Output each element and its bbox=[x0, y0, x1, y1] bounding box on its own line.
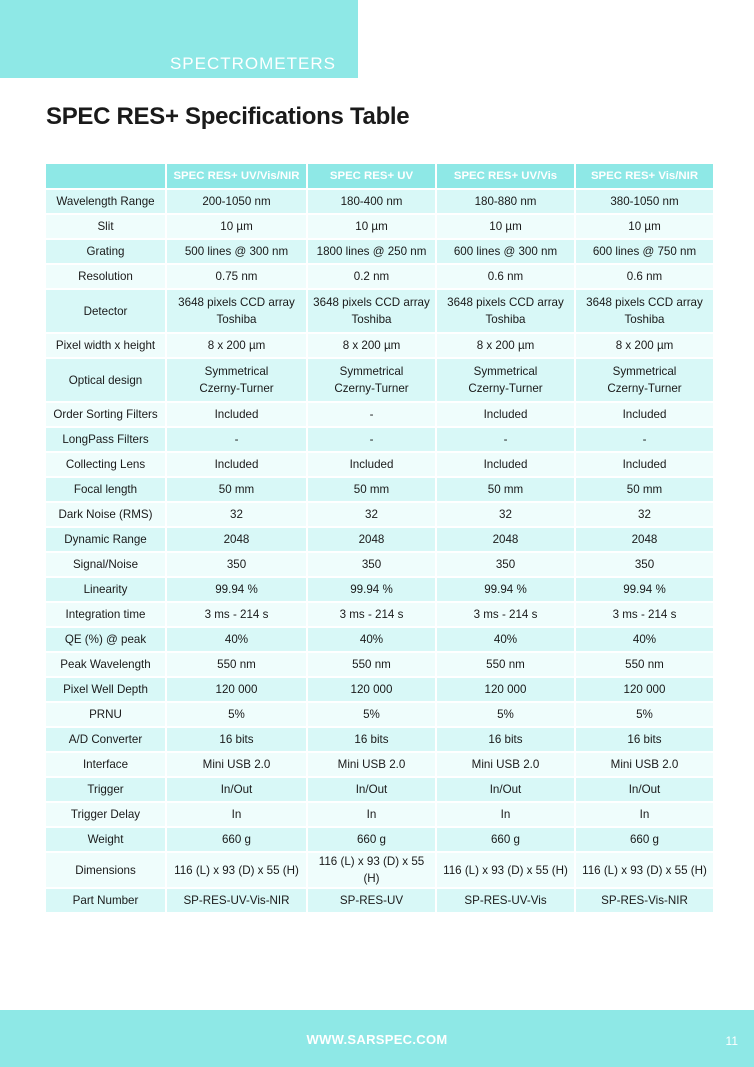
table-cell bbox=[167, 889, 306, 912]
row-label: QE (%) @ peak bbox=[46, 628, 165, 651]
table-row bbox=[46, 553, 713, 576]
cell-text: 99.94 % bbox=[350, 583, 393, 596]
cell-text: 0.6 nm bbox=[626, 270, 663, 283]
table-cell bbox=[576, 359, 713, 401]
cell-text: 3 ms - 214 s bbox=[612, 608, 677, 621]
table-cell bbox=[167, 528, 306, 551]
table-cell bbox=[308, 778, 435, 801]
table-cell bbox=[437, 578, 574, 601]
table-cell bbox=[308, 503, 435, 526]
table-cell bbox=[437, 828, 574, 851]
cell-text: Czerny-Turner bbox=[199, 382, 274, 395]
table-cell bbox=[437, 359, 574, 401]
cell-text: SP-RES-UV-Vis bbox=[464, 894, 547, 907]
table-row bbox=[46, 803, 713, 826]
cell-text: 3648 pixels CCD array bbox=[447, 296, 564, 309]
table-cell bbox=[576, 478, 713, 501]
table-cell bbox=[308, 653, 435, 676]
cell-text: 500 lines @ 300 nm bbox=[184, 245, 289, 258]
cell-text: 180-880 nm bbox=[474, 195, 537, 208]
table-cell bbox=[308, 453, 435, 476]
table-cell bbox=[308, 359, 435, 401]
table-cell bbox=[576, 728, 713, 751]
row-label: Slit bbox=[46, 215, 165, 238]
cell-text: 32 bbox=[638, 508, 651, 521]
row-label: Focal length bbox=[46, 478, 165, 501]
cell-text: Included bbox=[349, 458, 394, 471]
cell-text: 99.94 % bbox=[484, 583, 527, 596]
cell-text: 50 mm bbox=[353, 483, 390, 496]
cell-text: In/Out bbox=[220, 783, 253, 796]
header-corner-cell bbox=[46, 164, 165, 188]
cell-text: Czerny-Turner bbox=[334, 382, 409, 395]
table-cell bbox=[308, 728, 435, 751]
cell-text: 5% bbox=[363, 708, 380, 721]
table-row bbox=[46, 728, 713, 751]
table-cell bbox=[576, 603, 713, 626]
table-cell bbox=[576, 403, 713, 426]
table-cell bbox=[576, 528, 713, 551]
table-cell bbox=[308, 334, 435, 357]
table-row bbox=[46, 478, 713, 501]
table-cell bbox=[576, 678, 713, 701]
table-cell bbox=[437, 728, 574, 751]
cell-text: 1800 lines @ 250 nm bbox=[316, 245, 427, 258]
cell-text: 350 bbox=[226, 558, 247, 571]
table-cell bbox=[308, 265, 435, 288]
table-cell bbox=[576, 190, 713, 213]
cell-text: 8 x 200 µm bbox=[476, 339, 535, 352]
table-cell bbox=[167, 265, 306, 288]
table-cell bbox=[437, 889, 574, 912]
table-cell bbox=[437, 603, 574, 626]
row-label: Peak Wavelength bbox=[46, 653, 165, 676]
cell-text: Mini USB 2.0 bbox=[337, 758, 406, 771]
cell-text: 550 nm bbox=[486, 658, 525, 671]
website-link[interactable]: WWW.SARSPEC.COM bbox=[306, 1032, 448, 1047]
cell-text: 8 x 200 µm bbox=[615, 339, 674, 352]
table-cell bbox=[167, 603, 306, 626]
table-cell bbox=[437, 553, 574, 576]
cell-text: 40% bbox=[632, 633, 657, 646]
table-cell bbox=[576, 265, 713, 288]
table-cell bbox=[576, 853, 713, 887]
table-row bbox=[46, 428, 713, 451]
cell-text: In bbox=[231, 808, 242, 821]
table-cell bbox=[308, 403, 435, 426]
table-row bbox=[46, 828, 713, 851]
row-label: Dimensions bbox=[46, 853, 165, 887]
table-cell bbox=[308, 603, 435, 626]
table-cell bbox=[576, 803, 713, 826]
table-cell bbox=[437, 853, 574, 887]
table-cell bbox=[576, 503, 713, 526]
table-cell bbox=[167, 428, 306, 451]
specifications-table bbox=[44, 162, 715, 914]
table-body bbox=[46, 190, 713, 912]
cell-text: In/Out bbox=[628, 783, 661, 796]
row-label: Pixel width x height bbox=[46, 334, 165, 357]
cell-text: 10 µm bbox=[489, 220, 522, 233]
table-row bbox=[46, 578, 713, 601]
cell-text: 16 bits bbox=[627, 733, 662, 746]
table-cell bbox=[576, 703, 713, 726]
table-cell bbox=[576, 828, 713, 851]
page-title: SPEC RES+ Specifications Table bbox=[46, 103, 410, 130]
table-cell bbox=[437, 428, 574, 451]
table-cell bbox=[437, 190, 574, 213]
table-cell bbox=[167, 334, 306, 357]
cell-text: In bbox=[366, 808, 377, 821]
table-row bbox=[46, 215, 713, 238]
table-cell bbox=[576, 753, 713, 776]
table-cell bbox=[437, 265, 574, 288]
table-cell bbox=[167, 653, 306, 676]
cell-text: 99.94 % bbox=[623, 583, 666, 596]
table-cell bbox=[437, 240, 574, 263]
cell-text: Toshiba bbox=[624, 313, 665, 326]
cell-text: Mini USB 2.0 bbox=[610, 758, 679, 771]
cell-text: 180-400 nm bbox=[340, 195, 403, 208]
table-cell bbox=[437, 803, 574, 826]
table-row bbox=[46, 503, 713, 526]
table-cell bbox=[437, 653, 574, 676]
row-label: LongPass Filters bbox=[46, 428, 165, 451]
cell-text: 2048 bbox=[223, 533, 250, 546]
row-label: PRNU bbox=[46, 703, 165, 726]
table-cell bbox=[437, 753, 574, 776]
cell-text: Czerny-Turner bbox=[468, 382, 543, 395]
column-header: SPEC RES+ UV/Vis bbox=[437, 164, 574, 188]
cell-text: 99.94 % bbox=[215, 583, 258, 596]
cell-text: - bbox=[369, 433, 374, 446]
cell-text: 40% bbox=[359, 633, 384, 646]
cell-text: Czerny-Turner bbox=[607, 382, 682, 395]
table-cell bbox=[308, 528, 435, 551]
cell-text: Symmetrical bbox=[204, 365, 269, 378]
table-row bbox=[46, 628, 713, 651]
table-cell bbox=[167, 828, 306, 851]
cell-text: 16 bits bbox=[354, 733, 389, 746]
cell-text: 660 g bbox=[629, 833, 659, 846]
table-row bbox=[46, 753, 713, 776]
cell-text: 5% bbox=[497, 708, 514, 721]
row-label: Pixel Well Depth bbox=[46, 678, 165, 701]
table-cell bbox=[576, 215, 713, 238]
table-cell bbox=[576, 553, 713, 576]
cell-text: - bbox=[369, 408, 374, 421]
cell-text: Symmetrical bbox=[339, 365, 404, 378]
table-cell bbox=[437, 503, 574, 526]
cell-text: Included bbox=[622, 408, 667, 421]
row-label: Trigger Delay bbox=[46, 803, 165, 826]
cell-text: 120 000 bbox=[484, 683, 527, 696]
cell-text: 380-1050 nm bbox=[610, 195, 679, 208]
row-label: Collecting Lens bbox=[46, 453, 165, 476]
column-header: SPEC RES+ UV bbox=[308, 164, 435, 188]
row-label: Linearity bbox=[46, 578, 165, 601]
table-cell bbox=[576, 628, 713, 651]
cell-text: 40% bbox=[493, 633, 518, 646]
table-cell bbox=[437, 403, 574, 426]
table-cell bbox=[308, 853, 435, 887]
table-cell bbox=[576, 453, 713, 476]
table-cell bbox=[167, 753, 306, 776]
table-row bbox=[46, 403, 713, 426]
cell-text: 0.75 nm bbox=[215, 270, 258, 283]
table-cell bbox=[308, 190, 435, 213]
cell-text: 5% bbox=[636, 708, 653, 721]
cell-text: Symmetrical bbox=[473, 365, 538, 378]
cell-text: SP-RES-UV-Vis-NIR bbox=[183, 894, 290, 907]
table-row bbox=[46, 853, 713, 887]
cell-text: Included bbox=[214, 408, 259, 421]
row-label: Wavelength Range bbox=[46, 190, 165, 213]
table-cell bbox=[167, 553, 306, 576]
table-cell bbox=[308, 578, 435, 601]
table-cell bbox=[308, 828, 435, 851]
table-cell bbox=[167, 778, 306, 801]
cell-text: 8 x 200 µm bbox=[342, 339, 401, 352]
table-cell bbox=[576, 240, 713, 263]
cell-text: Toshiba bbox=[351, 313, 392, 326]
row-label: Optical design bbox=[46, 359, 165, 401]
cell-text: - bbox=[642, 433, 647, 446]
cell-text: Included bbox=[214, 458, 259, 471]
table-cell bbox=[308, 803, 435, 826]
table-cell bbox=[308, 290, 435, 332]
table-row bbox=[46, 453, 713, 476]
cell-text: 0.2 nm bbox=[353, 270, 390, 283]
table-cell bbox=[167, 803, 306, 826]
row-label: Dark Noise (RMS) bbox=[46, 503, 165, 526]
cell-text: 3 ms - 214 s bbox=[473, 608, 538, 621]
cell-text: 3648 pixels CCD array bbox=[586, 296, 703, 309]
table-header-row bbox=[46, 164, 713, 188]
cell-text: 0.6 nm bbox=[487, 270, 524, 283]
cell-text: 10 µm bbox=[355, 220, 388, 233]
cell-text: - bbox=[503, 433, 508, 446]
table-cell bbox=[167, 359, 306, 401]
cell-text: 600 lines @ 300 nm bbox=[453, 245, 558, 258]
table-cell bbox=[437, 478, 574, 501]
table-cell bbox=[167, 678, 306, 701]
table-cell bbox=[167, 628, 306, 651]
cell-text: - bbox=[234, 433, 239, 446]
table-cell bbox=[308, 703, 435, 726]
table-cell bbox=[167, 215, 306, 238]
cell-text: 8 x 200 µm bbox=[207, 339, 266, 352]
row-label: Detector bbox=[46, 290, 165, 332]
table-cell bbox=[167, 240, 306, 263]
cell-text: In/Out bbox=[355, 783, 388, 796]
cell-text: In bbox=[639, 808, 650, 821]
cell-text: 600 lines @ 750 nm bbox=[592, 245, 697, 258]
table-row bbox=[46, 528, 713, 551]
row-label: Integration time bbox=[46, 603, 165, 626]
cell-text: 5% bbox=[228, 708, 245, 721]
cell-text: Included bbox=[483, 408, 528, 421]
table-cell bbox=[576, 578, 713, 601]
table-cell bbox=[167, 728, 306, 751]
cell-text: 40% bbox=[224, 633, 249, 646]
row-label: Dynamic Range bbox=[46, 528, 165, 551]
column-header: SPEC RES+ UV/Vis/NIR bbox=[167, 164, 306, 188]
column-header: SPEC RES+ Vis/NIR bbox=[576, 164, 713, 188]
table-cell bbox=[167, 578, 306, 601]
cell-text: 3 ms - 214 s bbox=[339, 608, 404, 621]
cell-text: 116 (L) x 93 (D) x 55 (H) bbox=[318, 855, 425, 885]
cell-text: 2048 bbox=[631, 533, 658, 546]
table-cell bbox=[167, 503, 306, 526]
page-number: 11 bbox=[725, 1034, 738, 1048]
table-cell bbox=[576, 889, 713, 912]
footer bbox=[0, 1010, 754, 1067]
cell-text: 116 (L) x 93 (D) x 55 (H) bbox=[174, 863, 299, 877]
table-row bbox=[46, 778, 713, 801]
table-cell bbox=[576, 334, 713, 357]
table-cell bbox=[437, 453, 574, 476]
section-label: SPECTROMETERS bbox=[169, 54, 336, 73]
table-cell bbox=[308, 478, 435, 501]
table-cell bbox=[576, 778, 713, 801]
row-label: Resolution bbox=[46, 265, 165, 288]
cell-text: Mini USB 2.0 bbox=[471, 758, 540, 771]
table-cell bbox=[576, 653, 713, 676]
cell-text: Included bbox=[622, 458, 667, 471]
table-cell bbox=[167, 478, 306, 501]
table-cell bbox=[167, 403, 306, 426]
cell-text: 3 ms - 214 s bbox=[204, 608, 269, 621]
table-cell bbox=[437, 628, 574, 651]
cell-text: 50 mm bbox=[218, 483, 255, 496]
table-cell bbox=[576, 428, 713, 451]
cell-text: 3648 pixels CCD array bbox=[178, 296, 295, 309]
cell-text: 660 g bbox=[490, 833, 520, 846]
table-row bbox=[46, 240, 713, 263]
cell-text: 120 000 bbox=[215, 683, 258, 696]
cell-text: 16 bits bbox=[488, 733, 523, 746]
cell-text: 660 g bbox=[221, 833, 251, 846]
cell-text: Included bbox=[483, 458, 528, 471]
section-header-tab bbox=[0, 0, 358, 78]
table-cell bbox=[437, 215, 574, 238]
table-cell bbox=[167, 190, 306, 213]
cell-text: Toshiba bbox=[485, 313, 526, 326]
cell-text: 50 mm bbox=[487, 483, 524, 496]
table-cell bbox=[437, 528, 574, 551]
cell-text: 350 bbox=[634, 558, 655, 571]
table-row bbox=[46, 290, 713, 332]
cell-text: 10 µm bbox=[628, 220, 661, 233]
cell-text: 550 nm bbox=[352, 658, 391, 671]
table-row bbox=[46, 190, 713, 213]
cell-text: 120 000 bbox=[350, 683, 393, 696]
row-label: Weight bbox=[46, 828, 165, 851]
cell-text: 32 bbox=[230, 508, 243, 521]
table-row bbox=[46, 603, 713, 626]
cell-text: 10 µm bbox=[220, 220, 253, 233]
table-row bbox=[46, 265, 713, 288]
table-row bbox=[46, 678, 713, 701]
table-cell bbox=[308, 240, 435, 263]
row-label: Part Number bbox=[46, 889, 165, 912]
table-cell bbox=[437, 334, 574, 357]
table-row bbox=[46, 334, 713, 357]
table-cell bbox=[308, 553, 435, 576]
table-cell bbox=[167, 453, 306, 476]
table-cell bbox=[167, 703, 306, 726]
cell-text: 2048 bbox=[358, 533, 385, 546]
cell-text: 350 bbox=[361, 558, 382, 571]
cell-text: 116 (L) x 93 (D) x 55 (H) bbox=[582, 863, 707, 877]
table-cell bbox=[437, 290, 574, 332]
cell-text: SP-RES-UV bbox=[339, 894, 404, 907]
table-cell bbox=[308, 753, 435, 776]
row-label: Signal/Noise bbox=[46, 553, 165, 576]
cell-text: 550 nm bbox=[217, 658, 256, 671]
row-label: Grating bbox=[46, 240, 165, 263]
cell-text: In/Out bbox=[489, 783, 522, 796]
table-cell bbox=[437, 678, 574, 701]
row-label: Order Sorting Filters bbox=[46, 403, 165, 426]
cell-text: Mini USB 2.0 bbox=[202, 758, 271, 771]
cell-text: 660 g bbox=[356, 833, 386, 846]
cell-text: 550 nm bbox=[625, 658, 664, 671]
cell-text: Symmetrical bbox=[612, 365, 677, 378]
cell-text: 16 bits bbox=[219, 733, 254, 746]
cell-text: Toshiba bbox=[216, 313, 257, 326]
table-cell bbox=[576, 290, 713, 332]
table-cell bbox=[167, 290, 306, 332]
cell-text: 32 bbox=[499, 508, 512, 521]
cell-text: 2048 bbox=[492, 533, 519, 546]
cell-text: 3648 pixels CCD array bbox=[313, 296, 430, 309]
table-row bbox=[46, 653, 713, 676]
cell-text: 200-1050 nm bbox=[202, 195, 271, 208]
row-label: Interface bbox=[46, 753, 165, 776]
table-cell bbox=[308, 215, 435, 238]
table-row bbox=[46, 359, 713, 401]
cell-text: In bbox=[500, 808, 511, 821]
cell-text: SP-RES-Vis-NIR bbox=[601, 894, 688, 907]
table-cell bbox=[308, 678, 435, 701]
table-row bbox=[46, 889, 713, 912]
cell-text: 120 000 bbox=[623, 683, 666, 696]
row-label: Trigger bbox=[46, 778, 165, 801]
table-cell bbox=[437, 703, 574, 726]
cell-text: 50 mm bbox=[626, 483, 663, 496]
cell-text: 116 (L) x 93 (D) x 55 (H) bbox=[443, 863, 568, 877]
cell-text: 350 bbox=[495, 558, 516, 571]
table-cell bbox=[308, 428, 435, 451]
table-cell bbox=[167, 853, 306, 887]
table-cell bbox=[308, 889, 435, 912]
table-cell bbox=[308, 628, 435, 651]
table-row bbox=[46, 703, 713, 726]
table-cell bbox=[437, 778, 574, 801]
row-label: A/D Converter bbox=[46, 728, 165, 751]
cell-text: 32 bbox=[365, 508, 378, 521]
